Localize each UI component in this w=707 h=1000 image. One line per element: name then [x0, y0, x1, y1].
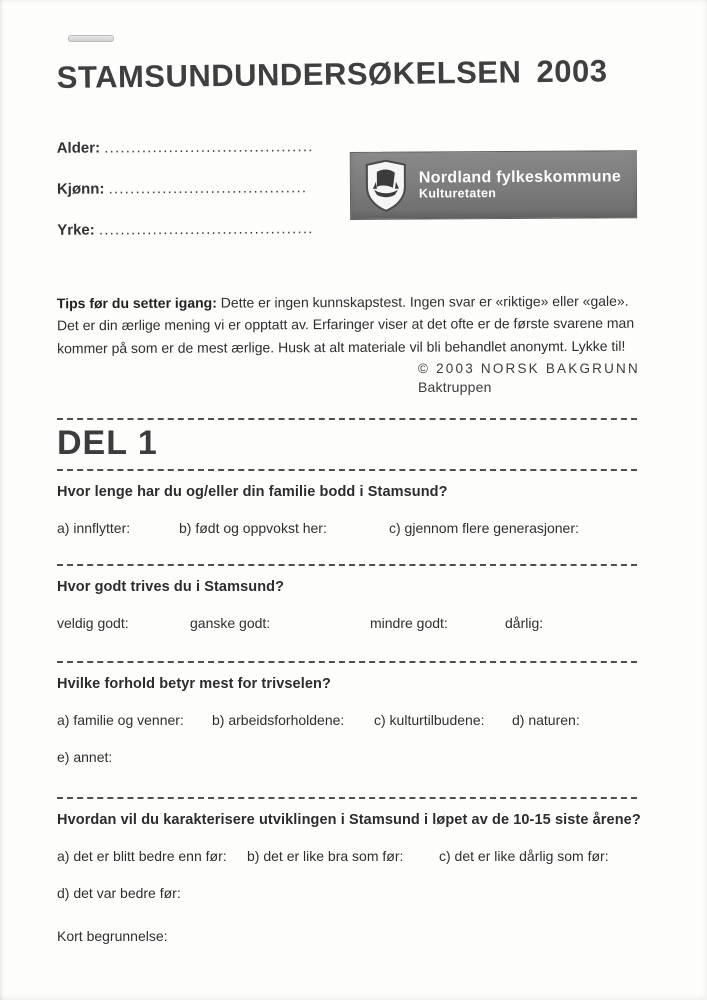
option-label: c) det er like dårlig som før:: [439, 847, 609, 864]
field-label: Yrke:: [57, 221, 95, 239]
demographic-fields: [57, 132, 315, 263]
option-label: a) innflytter:: [57, 519, 131, 536]
logo-dept-name: Kulturetaten: [418, 186, 497, 201]
question-options: [57, 848, 637, 864]
viking-ship-shield-icon: [364, 160, 408, 212]
copyright-line: © 2003 NORSK BAKGRUNN: [418, 361, 640, 377]
field-dots-line: .....................................: [108, 179, 308, 198]
dashed-separator: [57, 469, 637, 471]
question-text: Hvilke forhold betyr mest for trivselen?: [57, 675, 331, 692]
dashed-separator: [57, 661, 637, 663]
option-label: b) det er like bra som før:: [247, 847, 404, 864]
option-label: c) gjennom flere generasjoner:: [389, 519, 579, 536]
copyright-author: Baktruppen: [418, 378, 492, 395]
option-label: a) familie og venner:: [57, 711, 184, 728]
dashed-separator: [57, 797, 637, 799]
logo-text: [419, 169, 621, 202]
question-options: [57, 615, 637, 631]
intro-tips: [57, 290, 637, 360]
option-label: c) kulturtilbudene:: [374, 711, 485, 728]
option-label: ganske godt:: [190, 614, 271, 631]
copyright-block: [418, 360, 640, 396]
dashed-separator: [57, 418, 637, 420]
org-logo: [350, 150, 637, 220]
question-text: Hvor godt trives du i Stamsund?: [57, 578, 285, 595]
extra-option-label: d) det var bedre før:: [57, 884, 181, 901]
logo-org-name: Nordland fylkeskommune: [418, 168, 622, 187]
question-footer-label: Kort begrunnelse:: [57, 927, 168, 944]
page-title: STAMSUNDUNDERSØKELSEN 2003: [56, 53, 608, 96]
tips-body: Dette er ingen kunnskapstest. Ingen svar er «riktige» eller «gale». Det er din ærlige mening vi er opptatt av. Erfaringer viser at det ofte er de første svarene man kommer på som er de mest ærlige. Husk at alt materiale vil bli behandlet anonymt. Lykke til!: [56, 292, 635, 357]
field-alder: [57, 138, 314, 157]
header-info-row: [57, 130, 638, 263]
field-dots-line: .......................................: [104, 138, 314, 157]
option-label: dårlig:: [505, 614, 544, 631]
question-options: [57, 712, 637, 728]
page-content: [0, 53, 707, 944]
field-kjonn: [57, 179, 314, 198]
section-title: DEL 1: [57, 423, 158, 462]
option-label: mindre godt:: [370, 614, 448, 631]
option-label: d) naturen:: [512, 711, 580, 728]
extra-option-label: e) annet:: [57, 748, 113, 765]
option-label: b) arbeidsforholdene:: [212, 711, 345, 728]
dashed-separator: [57, 564, 637, 566]
question-block-1: [57, 484, 637, 536]
staple-mark: [68, 35, 114, 42]
question-text: Hvor lenge har du og/eller din familie bodd i Stamsund?: [57, 483, 448, 500]
field-yrke: [57, 220, 314, 239]
question-text: Hvordan vil du karakterisere utviklingen i Stamsund i løpet av de 10-15 siste årene?: [57, 811, 641, 828]
tips-lead: Tips før du setter igang:: [56, 294, 217, 312]
option-label: b) født og oppvokst her:: [179, 519, 327, 536]
field-label: Kjønn:: [56, 180, 105, 198]
question-block-2: [57, 579, 637, 631]
option-label: a) det er blitt bedre enn før:: [57, 847, 227, 864]
question-block-4: [57, 811, 641, 944]
option-label: veldig godt:: [57, 614, 129, 631]
field-label: Alder:: [56, 139, 101, 157]
field-dots-line: ........................................: [98, 220, 314, 239]
question-block-3: [57, 676, 637, 765]
question-options: [57, 520, 637, 536]
